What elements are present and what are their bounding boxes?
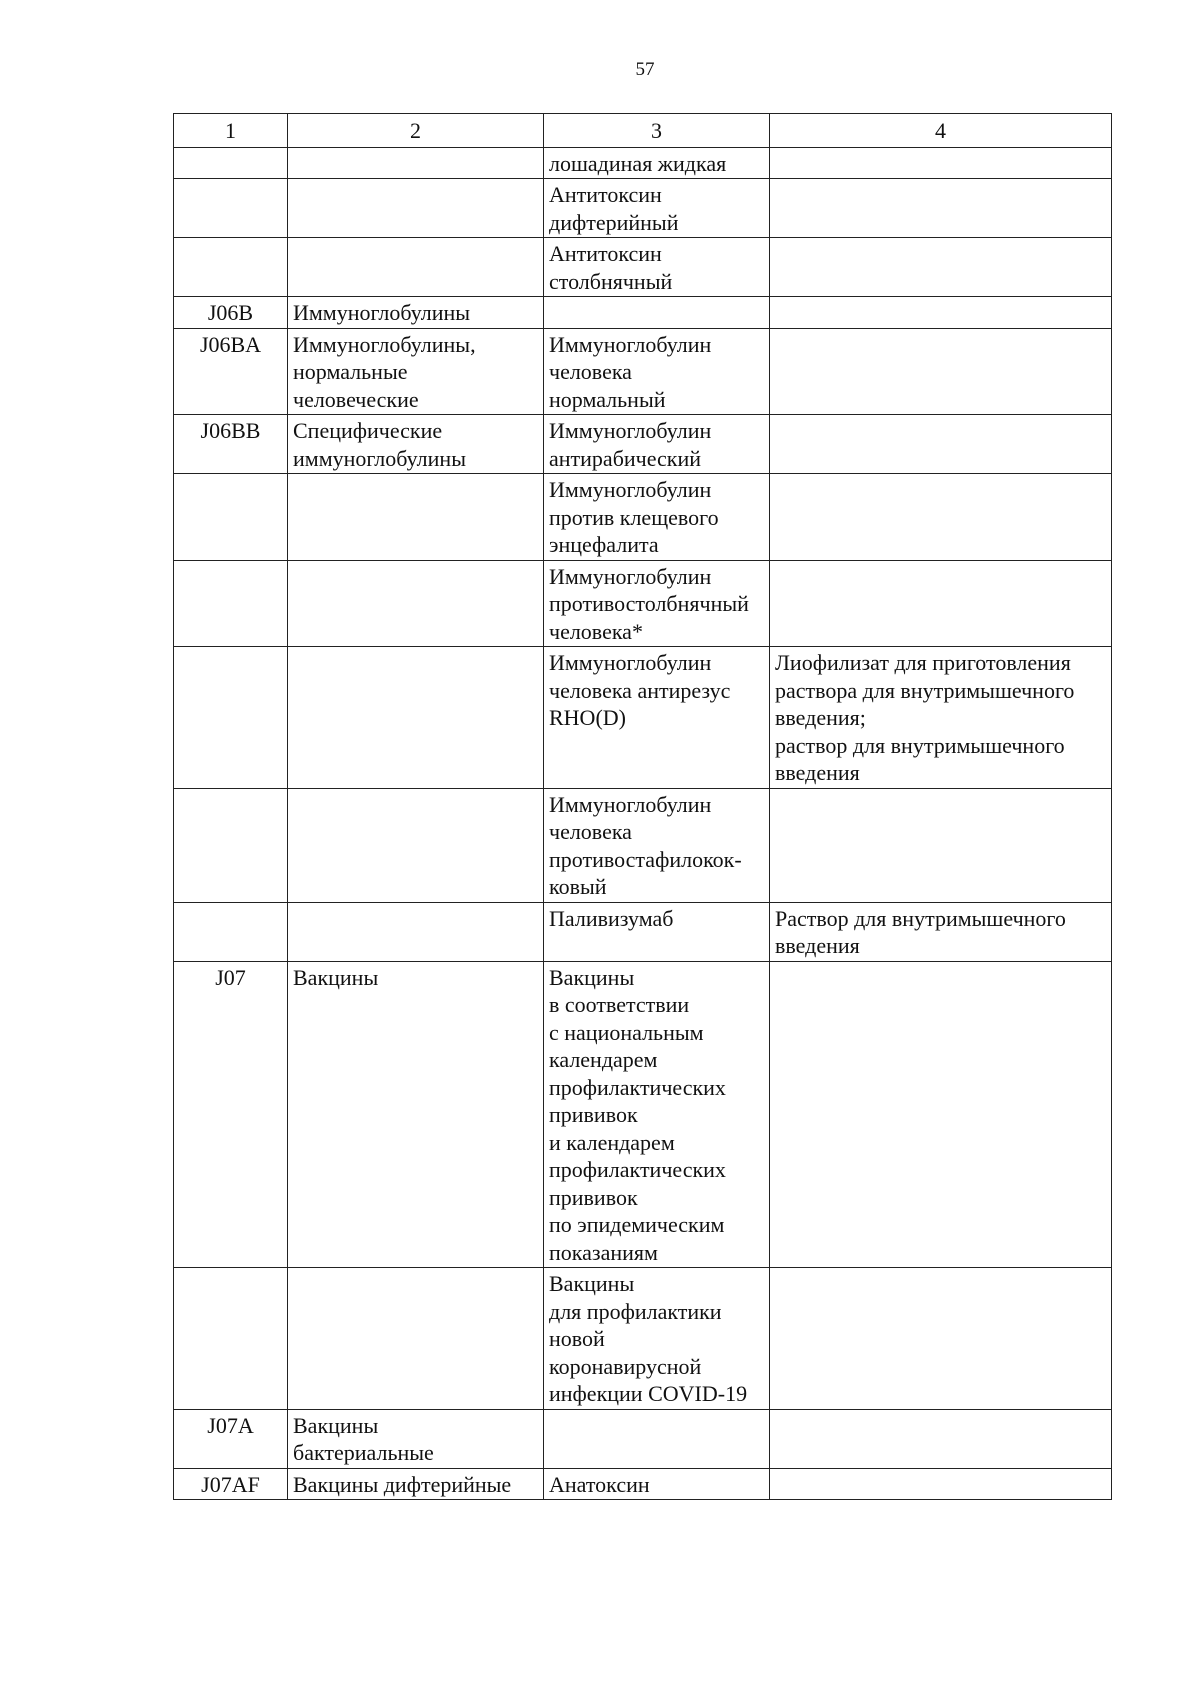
drug-name-cell: лошадиная жидкая (544, 147, 770, 179)
atc-code-cell: J06B (174, 297, 288, 329)
column-header-2: 2 (288, 114, 544, 148)
group-name-cell (288, 238, 544, 297)
dosage-form-cell (770, 147, 1112, 179)
atc-code-cell (174, 902, 288, 961)
dosage-form-cell (770, 560, 1112, 647)
atc-code-cell: J07A (174, 1409, 288, 1468)
drug-name-cell (544, 1409, 770, 1468)
atc-code-cell (174, 238, 288, 297)
group-name-cell (288, 179, 544, 238)
atc-code-cell (174, 179, 288, 238)
table-row (174, 902, 1112, 961)
dosage-form-cell (770, 788, 1112, 902)
atc-code-cell: J06BB (174, 415, 288, 474)
atc-code-cell: J07AF (174, 1468, 288, 1500)
page-number: 57 (635, 59, 655, 80)
dosage-form-cell (770, 1268, 1112, 1410)
atc-code-cell: J07 (174, 961, 288, 1268)
atc-code-cell (174, 474, 288, 561)
table-row (174, 1409, 1112, 1468)
table-header-row (174, 114, 1112, 148)
table-row (174, 560, 1112, 647)
group-name-cell (288, 902, 544, 961)
dosage-form-cell (770, 179, 1112, 238)
drug-table (173, 113, 1112, 1500)
table-row (174, 147, 1112, 179)
dosage-form-cell (770, 297, 1112, 329)
atc-code-cell: J06BA (174, 328, 288, 415)
atc-code-cell (174, 560, 288, 647)
drug-name-cell: Иммуноглобулин человека нормальный (544, 328, 770, 415)
table-row (174, 179, 1112, 238)
table-row (174, 474, 1112, 561)
table-row (174, 238, 1112, 297)
column-header-1: 1 (174, 114, 288, 148)
group-name-cell (288, 647, 544, 789)
dosage-form-cell (770, 1409, 1112, 1468)
dosage-form-cell (770, 238, 1112, 297)
group-name-cell (288, 474, 544, 561)
column-header-3: 3 (544, 114, 770, 148)
drug-name-cell: Иммуноглобулин человека противостафилокок- ковый (544, 788, 770, 902)
dosage-form-cell (770, 961, 1112, 1268)
table-row (174, 647, 1112, 789)
atc-code-cell (174, 647, 288, 789)
group-name-cell: Вакцины (288, 961, 544, 1268)
drug-name-cell: Паливизумаб (544, 902, 770, 961)
drug-name-cell: Вакцины для профилактики новой коронавирусной инфекции COVID-19 (544, 1268, 770, 1410)
group-name-cell: Вакцины дифтерийные (288, 1468, 544, 1500)
table-row (174, 961, 1112, 1268)
drug-name-cell: Антитоксин дифтерийный (544, 179, 770, 238)
drug-name-cell (544, 297, 770, 329)
drug-name-cell: Иммуноглобулин человека антирезус RHO(D) (544, 647, 770, 789)
drug-name-cell: Иммуноглобулин антирабический (544, 415, 770, 474)
group-name-cell (288, 147, 544, 179)
drug-name-cell: Антитоксин столбнячный (544, 238, 770, 297)
table-row (174, 1468, 1112, 1500)
table-row (174, 415, 1112, 474)
dosage-form-cell: Лиофилизат для приготовления раствора для внутримышечного введения; раствор для внутримышечного введения (770, 647, 1112, 789)
drug-name-cell: Анатоксин (544, 1468, 770, 1500)
dosage-form-cell (770, 328, 1112, 415)
group-name-cell: Иммуноглобулины (288, 297, 544, 329)
dosage-form-cell (770, 415, 1112, 474)
drug-name-cell: Иммуноглобулин противостолбнячный человека* (544, 560, 770, 647)
group-name-cell: Вакцины бактериальные (288, 1409, 544, 1468)
drug-name-cell: Вакцины в соответствии с национальным календарем профилактических прививок и календарем профилактических прививок по эпидемическим показаниям (544, 961, 770, 1268)
group-name-cell (288, 560, 544, 647)
table-row (174, 788, 1112, 902)
group-name-cell (288, 1268, 544, 1410)
group-name-cell: Иммуноглобулины, нормальные человеческие (288, 328, 544, 415)
group-name-cell (288, 788, 544, 902)
table-row (174, 1268, 1112, 1410)
dosage-form-cell (770, 1468, 1112, 1500)
column-header-4: 4 (770, 114, 1112, 148)
atc-code-cell (174, 788, 288, 902)
atc-code-cell (174, 147, 288, 179)
dosage-form-cell (770, 474, 1112, 561)
dosage-form-cell: Раствор для внутримышечного введения (770, 902, 1112, 961)
drug-name-cell: Иммуноглобулин против клещевого энцефалита (544, 474, 770, 561)
atc-code-cell (174, 1268, 288, 1410)
table-row (174, 297, 1112, 329)
table-row (174, 328, 1112, 415)
group-name-cell: Специфические иммуноглобулины (288, 415, 544, 474)
